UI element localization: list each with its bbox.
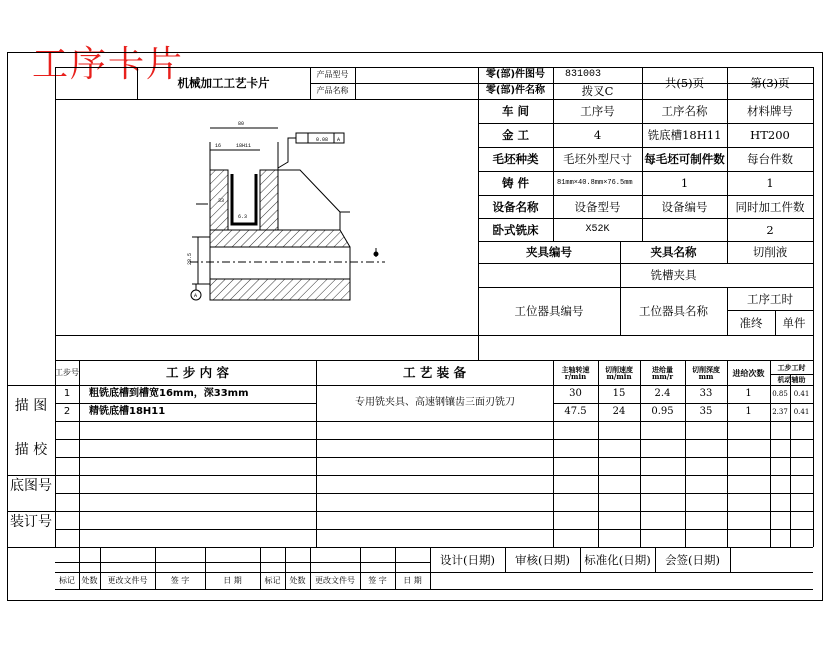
part-name-value: 拨叉C <box>581 84 614 99</box>
op-no-label: 工序号 <box>580 104 615 119</box>
workshop-label: 车 间 <box>501 104 529 119</box>
step-2-speed: 24 <box>612 406 626 418</box>
step-1-depth: 33 <box>699 388 713 400</box>
side-base-no: 底图号 <box>10 477 52 494</box>
footer-countersign: 会签(日期) <box>665 552 720 567</box>
card-name: 机械加工工艺卡片 <box>177 76 270 91</box>
footer-standard: 标准化(日期) <box>584 552 651 567</box>
workshop-value: 金 工 <box>501 128 529 143</box>
fixture-name-label: 夹具名称 <box>650 245 697 260</box>
equip-name-value: 卧式铣床 <box>492 222 539 237</box>
equip-model-label: 设备型号 <box>574 199 621 214</box>
footer-sign-1: 签 字 <box>170 575 190 585</box>
roughness: 6.3 <box>238 214 248 220</box>
product-name-label: 产品名称 <box>316 86 349 96</box>
dim-left: 16 <box>215 143 222 149</box>
part-name-label: 零(部)件名称 <box>485 85 546 97</box>
step-2-passes: 1 <box>745 406 752 418</box>
part-no-value: 831003 <box>564 69 601 81</box>
footer-doc-1: 更改文件号 <box>107 575 148 585</box>
hdr-hours: 工步工时 <box>777 362 806 372</box>
dim-slot: 18H11 <box>236 143 252 149</box>
hdr-step-no: 工步号 <box>55 367 79 377</box>
hdr-hours-sub: 机动辅助 <box>777 375 806 385</box>
equip-name-label: 设备名称 <box>492 199 539 214</box>
footer-count-1: 处数 <box>81 575 98 585</box>
dim-top: 80 <box>238 121 245 127</box>
step-1-spindle: 30 <box>569 388 582 400</box>
footer-doc-2: 更改文件号 <box>315 575 355 585</box>
dim-depth: 33 <box>218 198 225 204</box>
material-label: 材料牌号 <box>747 104 793 119</box>
hdr-content: 工 步 内 容 <box>165 365 230 381</box>
material-value: HT200 <box>750 128 790 143</box>
blank-size-value: 81mm×40.8mm×76.5mm <box>557 178 633 187</box>
step-1-content: 粗铣底槽到槽宽16mm，深33mm <box>89 388 249 400</box>
page-number: 第(3)页 <box>750 76 790 91</box>
step-1-no: 1 <box>63 388 71 400</box>
part-no-label: 零(部)件图号 <box>485 69 546 81</box>
unit-time-label: 单件 <box>782 315 806 330</box>
tolerance: 0.08 <box>316 137 329 143</box>
simul-label: 同时加工件数 <box>735 199 805 214</box>
footer-date-1: 日 期 <box>223 575 242 585</box>
simul-value: 2 <box>766 222 774 237</box>
fixture-no-label: 夹具编号 <box>526 245 572 260</box>
datum-a: A <box>194 293 198 299</box>
step-2-machine: 2.37 <box>772 407 788 416</box>
equip-no-label: 设备编号 <box>661 199 708 214</box>
hdr-feed: 进给量 mm/r <box>651 364 674 381</box>
side-retrace: 描 校 <box>14 441 48 458</box>
prep-time-label: 准终 <box>739 315 763 330</box>
step-1-feed: 2.4 <box>654 388 671 400</box>
blank-type-label: 毛坯种类 <box>492 152 539 167</box>
hdr-passes: 进给次数 <box>732 367 765 378</box>
footer-mark-2: 标记 <box>264 575 281 585</box>
slot-hatch-right <box>260 170 278 230</box>
equip-no-value <box>642 219 727 241</box>
blank-size-label: 毛坯外型尺寸 <box>563 152 632 167</box>
step-2-aux: 0.41 <box>793 407 810 416</box>
hdr-depth: 切削深度 mm <box>692 364 720 381</box>
per-unit-value: 1 <box>766 176 774 191</box>
datum-a-box: A <box>337 137 341 143</box>
op-name-label: 工序名称 <box>661 104 708 119</box>
blank-type-value: 铸 件 <box>501 176 529 191</box>
footer-sign-2: 签 字 <box>368 575 387 585</box>
side-binding-no: 装订号 <box>10 513 52 530</box>
hdr-equipment: 工 艺 装 备 <box>402 365 467 381</box>
per-blank-value: 1 <box>680 176 689 191</box>
footer-review: 审核(日期) <box>515 552 570 567</box>
step-1-aux: 0.41 <box>793 389 810 398</box>
per-blank-label: 每毛坯可制件数 <box>644 152 725 167</box>
per-unit-label: 每台件数 <box>747 152 793 167</box>
step-1-passes: 1 <box>745 388 752 400</box>
station-tool-name-label: 工位器具名称 <box>639 304 708 319</box>
step-2-content: 精铣底槽18H11 <box>89 406 166 418</box>
total-pages: 共(5)页 <box>664 76 705 91</box>
step-1-machine: 0.85 <box>772 389 788 398</box>
fixture-name-value: 铣槽夹具 <box>650 268 697 283</box>
footer-date-2: 日 期 <box>403 575 422 585</box>
station-tool-no-label: 工位器具编号 <box>514 304 584 319</box>
coolant-label: 切削液 <box>752 245 788 260</box>
footer-design: 设计(日期) <box>440 552 495 567</box>
equipment-text: 专用铣夹具、高速钢镶齿三面刃铣刀 <box>355 397 515 409</box>
step-2-spindle: 47.5 <box>564 406 587 418</box>
step-1-speed: 15 <box>612 388 626 400</box>
footer-count-2: 处数 <box>289 575 306 585</box>
step-2-no: 2 <box>63 406 71 418</box>
op-time-label: 工序工时 <box>747 291 793 306</box>
step-2-feed: 0.95 <box>651 406 674 418</box>
footer-mark-1: 标记 <box>59 575 75 585</box>
hdr-speed: 切削速度 m/min <box>605 364 633 381</box>
part-sketch <box>180 112 400 312</box>
op-no-value: 4 <box>593 128 602 143</box>
dim-vert: 28.5 <box>187 252 193 265</box>
stamp-title: 工序卡片 <box>32 44 185 85</box>
hdr-spindle: 主轴转速 r/min <box>561 364 590 381</box>
side-trace: 描 图 <box>14 397 48 414</box>
product-model-label: 产品型号 <box>316 70 349 80</box>
step-2-depth: 35 <box>699 406 713 418</box>
op-name-value: 铣底槽18H11 <box>647 128 722 143</box>
equip-model-value: X52K <box>585 223 610 235</box>
